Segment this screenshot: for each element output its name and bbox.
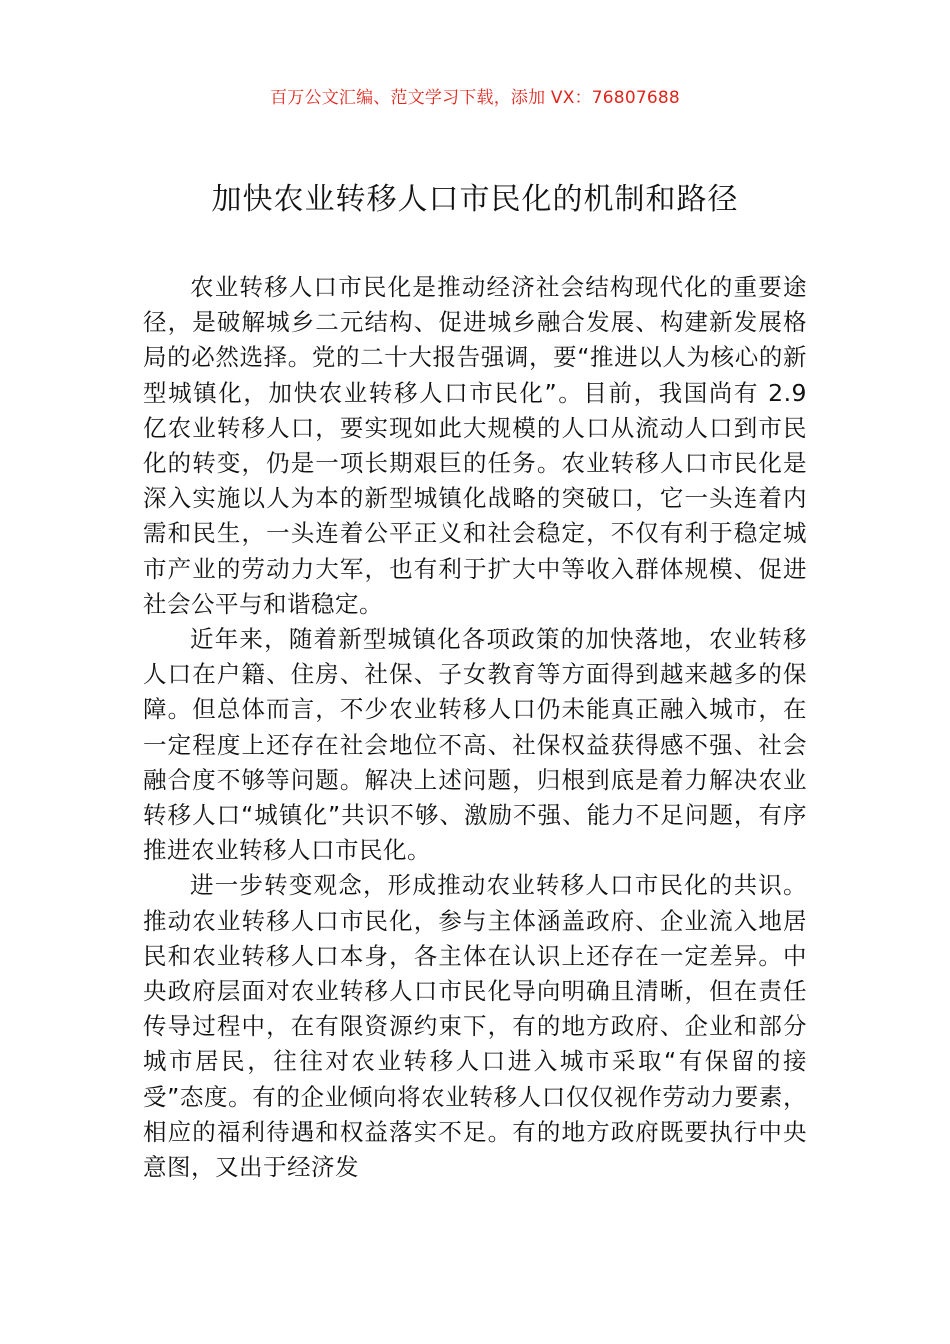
promo-banner: 百万公文汇编、范文学习下载，添加 VX：76807688 <box>270 88 680 108</box>
document-body <box>143 270 807 1185</box>
paragraph-2: 近年来，随着新型城镇化各项政策的加快落地，农业转移人口在户籍、住房、社保、子女教育等方面得到越来越多的保障。但总体而言，不少农业转移人口仍未能真正融入城市，在一定程度上还存在社会地位不高、社保权益获得感不强、社会融合度不够等问题。解决上述问题，归根到底是着力解决农业转移人口“城镇化”共识不够、激励不强、能力不足问题，有序推进农业转移人口市民化。 <box>143 625 807 865</box>
paragraph-1: 农业转移人口市民化是推动经济社会结构现代化的重要途径，是破解城乡二元结构、促进城乡融合发展、构建新发展格局的必然选择。党的二十大报告强调，要“推进以人为核心的新型城镇化，加快农业转移人口市民化”。目前，我国尚有 2.9 亿农业转移人口，要实现如此大规模的人口从流动人口到市民化的转变，仍是一项长期艰巨的任务。农业转移人口市民化是深入实施以人为本的新型城镇化战略的突破口，它一头连着内需和民生，一头连着公平正义和社会稳定，不仅有利于稳定城市产业的劳动力大军，也有利于扩大中等收入群体规模、促进社会公平与和谐稳定。 <box>143 273 807 618</box>
paragraph-3: 进一步转变观念，形成推动农业转移人口市民化的共识。推动农业转移人口市民化，参与主体涵盖政府、企业流入地居民和农业转移人口本身，各主体在认识上还存在一定差异。中央政府层面对农业转移人口市民化导向明确且清晰，但在责任传导过程中，在有限资源约束下，有的地方政府、企业和部分城市居民，往往对农业转移人口进入城市采取“有保留的接受”态度。有的企业倾向将农业转移人口仅仅视作劳动力要素，相应的福利待遇和权益落实不足。有的地方政府既要执行中央意图，又出于经济发 <box>143 871 807 1182</box>
page-title: 加快农业转移人口市民化的机制和路径 <box>211 182 739 217</box>
